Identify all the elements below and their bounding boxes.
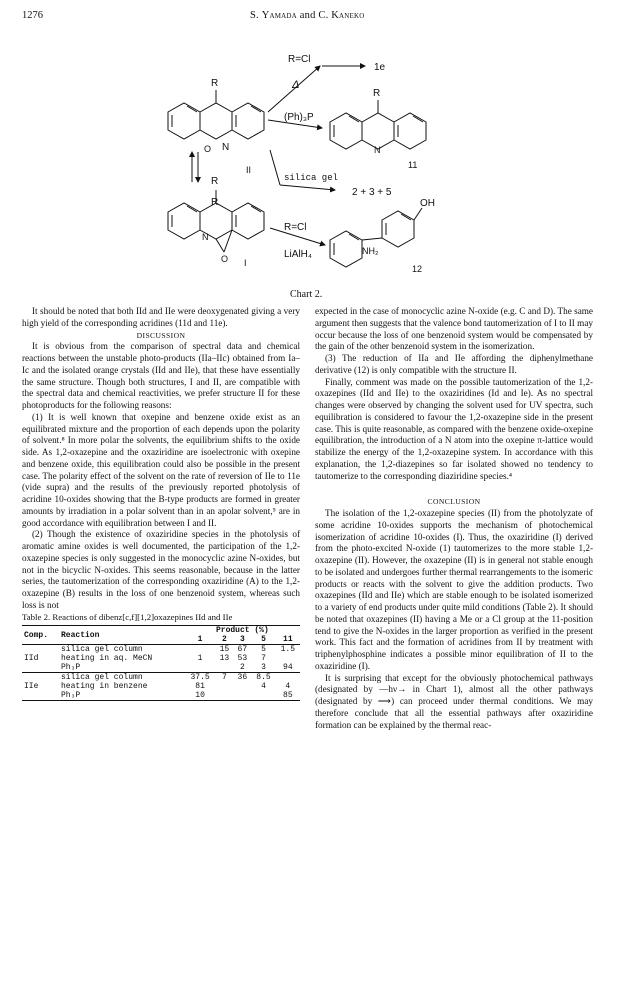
cell-value: 10 [195,691,205,701]
cell-value [251,691,275,701]
label-o-oxazepine: O [204,144,212,154]
label-r-lower: R [211,197,219,208]
cell-comp [22,673,59,683]
cell-reaction: silica gel column [61,645,143,655]
left-column [22,306,300,701]
cell-comp [22,663,59,673]
right-paragraph-3: Finally, comment was made on the possible tautomerization of the 1,2-oxazepines (IId and IIe) to the oxaziridines (Id and Ie). As no spectral changes were observed by changing the solvent used for UV spectra, such equilibration is considered to favour the 1,2-oxazepine side in the present case. This is quite reasonable, as compared with the benzene oxide-oxepine equilibration, the introduction of a N atom into the oxepine π-lattice would stabilize the energy of the 1,2-oxazepine system. In accordance with this explanation, the 1,2-diazepines so far isolated showed no tendency to tautomerize to the corresponding diaziridine species.⁴ [315,376,593,481]
label-r-upper: R [211,78,219,89]
label-silica-gel: silica gel [284,173,339,183]
author1-initial: S. [250,10,262,21]
table-row [22,663,300,673]
acridine-product-structure [330,100,426,149]
reactions-table [22,625,300,701]
cell-value [185,645,216,655]
diphenylmethane-12-structure [330,208,422,267]
and-word: and [296,10,319,21]
page-number: 1276 [22,10,43,21]
chart-caption: Chart 2. [290,289,323,300]
product-col-0: 1 [197,635,203,645]
label-delta: Δ [292,79,300,91]
label-n-oxazepine: N [222,142,230,153]
label-lialh4: LiAlH₄ [284,249,312,260]
cell-value [215,691,233,701]
label-1e: 1e [374,62,386,73]
cell-comp: IIe [24,682,39,692]
running-header-authors [250,10,365,21]
table-row [22,645,300,655]
cell-value: 36 [237,673,248,683]
cell-reaction: heating in benzene [61,682,148,692]
col-comp-header: Comp. [24,630,49,640]
cell-value [185,663,216,673]
cell-value: 85 [283,691,293,701]
cell-value [215,682,233,691]
table-caption: Table 2. Reactions of dibenz[c,f][1,2]oxazepines IId and IIe [22,611,233,622]
label-r-product: R [373,88,381,99]
cell-value [276,654,300,663]
left-paragraph-2: It is obvious from the comparison of spectral data and chemical reactions between the unstable photo-products (IIa–IIc) obtained from Ia–Ic and the isolated orange crystals (IId and IIe), that these have essentially the same structure. Though both structures, I and II, are compatible with the spectral data and chemical reactivities, we prefer structure II for these photoproducts for the following reasons: [22,341,300,410]
cell-value: 81 [195,682,205,692]
cell-value: 4 [261,682,266,692]
label-r-cl-bottom: R=Cl [284,222,307,233]
right-paragraph-5: It is surprising that except for the obviously photochemical pathways (designated by ―hν→ in Chart 1), almost all the other pathways (designated by ⟶) can proceed under thermal conditions. We may therefore conclude that all the essential pathways after oxaziridine formation can be explained by the thermal reac- [315,672,593,730]
label-r-cl-top: R=Cl [288,54,311,65]
label-r-oxazepine: R [211,176,219,187]
cell-value: 1.5 [280,645,296,655]
cell-value: 7 [221,673,227,683]
oxazepine-ii-structure [168,90,264,139]
table-body [22,645,300,701]
cell-value: 1 [197,654,203,664]
right-paragraph-4: The isolation of the 1,2-oxazepine species (II) from the photolyzate of some acridine 10-oxides supports the mechanism of photochemical isomerization of acridine 10-oxides (I). Thus, the oxaziridine (I) derived from the photo-excited N-oxide (1) tautomerizes to the more stable 1,2-oxazepine (II). However, the oxazepine (II) is in general not stable enough to be isolated and undergoes further thermal rearrangements to the isomeric products or reacts with the solvent to give the addition products. Two oxazepines (IId and IIe) which are stable enough to be isolated isomerized to a variety of end products under quite mild conditions (Table 2). It should be noted that oxazepines (II) having a Me or a Cl group at the 11-position tend to give the N-oxides in the larger proportion as verified in the present work. This fact and the formation of acridines from II by treatment with triphenylphosphine indicates a possible minor equilibration of II to the oxaziridine (I). [315,508,593,671]
product-col-4: 11 [283,635,293,645]
cell-value: 3 [261,663,266,673]
cell-value [233,691,251,701]
left-paragraph-1: It should be noted that both IId and IIe were deoxygenated giving a very high yield of the corresponding acridines (11d and 11e). [22,306,300,328]
cell-reaction: silica gel column [61,673,143,683]
cell-value: 53 [237,654,248,664]
left-paragraph-3: (1) It is well known that oxepine and benzene oxide exist as an equilibrated mixture and the proportion of each depends upon the polarity of solvent.⁸ In more polar the solvents, the equilibrium shifts to the oxide side. As 1,2-oxazepine and the oxaziridine are isoelectronic with oxepine and benzene oxide, this equilibration could also be possible in the present case. The polarity effect of the solvent on the rate of reversion of IIe to 11e (vide supra) and the results of the previously reported photolysis of acridine 10-oxides showing that the B-type products are formed in greater amounts by irradiation in a polar solvent than in an apolar solvent,⁵ are in good accordance with equilibration between I and II. [22,411,300,528]
cell-reaction: heating in aq. MeCN [61,654,153,664]
cell-value: 15 [219,645,230,655]
cell-value: 13 [219,654,230,664]
cell-reaction: Ph₃P [61,691,81,701]
conclusion-heading: CONCLUSION [427,497,481,507]
cell-value: 94 [283,663,293,673]
author1-name: Yamada [261,10,297,21]
cell-comp [22,645,59,655]
label-12: 12 [412,264,423,274]
label-o-lower: O [221,254,229,264]
author2-initial: C. [318,10,332,21]
label-ii: II [246,165,252,175]
label-nh2: NH₂ [362,246,379,256]
author2-name: Kaneko [331,10,365,21]
cell-value: 8.5 [256,673,271,683]
cell-value: 37.5 [190,673,210,683]
table-row [22,654,300,663]
label-products: 2 + 3 + 5 [352,187,392,198]
right-column [315,306,593,731]
label-n-lower: N [202,232,209,242]
cell-value: 4 [285,682,291,692]
discussion-heading: DISCUSSION [136,330,186,340]
right-paragraph-1: expected in the case of monocyclic azine N-oxide (e.g. C and D). The same argument then suggests that the valence bond tautomerization of I to II may occur because the loss of one benzenoid system would be compensated by the gain of the other benzenoid system in the isomerization. [315,306,593,352]
cell-value: 5 [261,645,266,655]
cell-value: 7 [261,654,266,664]
cell-reaction: Ph₃P [61,663,81,673]
table-row [22,682,300,691]
col-product-header: Product (%) [215,626,269,636]
label-oh: OH [420,198,435,209]
label-n-product: N [374,145,381,155]
product-col-3: 5 [261,635,266,645]
cell-comp: IId [24,654,39,664]
label-ph3p: (Ph)₃P [284,112,314,123]
right-paragraph-2: (3) The reduction of IIa and IIe affording the diphenylmethane derivative (12) is only compatible with the structure II. [315,353,593,375]
col-reaction-header: Reaction [61,630,100,640]
product-col-1: 2 [221,635,227,645]
left-paragraph-4: (2) Though the existence of oxaziridine species in the photolysis of aromatic amine oxides is well documented, the participation of the 1,2-oxazepine species is only suggested in the monocyclic azine N-oxides, but not in the bicyclic N-oxides. This seems reasonable, because in the latter series, the tautomerization of the corresponding oxaziridine (A) to the 1,2-oxazepine (B) results in the loss of one benzenoid system, whereas such loss is not [22,529,300,610]
cell-value [276,673,300,683]
cell-value [233,682,251,691]
table-row [22,673,300,683]
cell-value: 2 [239,663,245,673]
table-row [22,691,300,701]
label-11: 11 [408,160,418,170]
cell-comp [22,691,59,701]
cell-value [215,663,233,673]
product-col-2: 3 [239,635,245,645]
cell-value: 67 [237,645,248,655]
label-i: I [244,258,247,268]
reaction-scheme [150,40,470,285]
